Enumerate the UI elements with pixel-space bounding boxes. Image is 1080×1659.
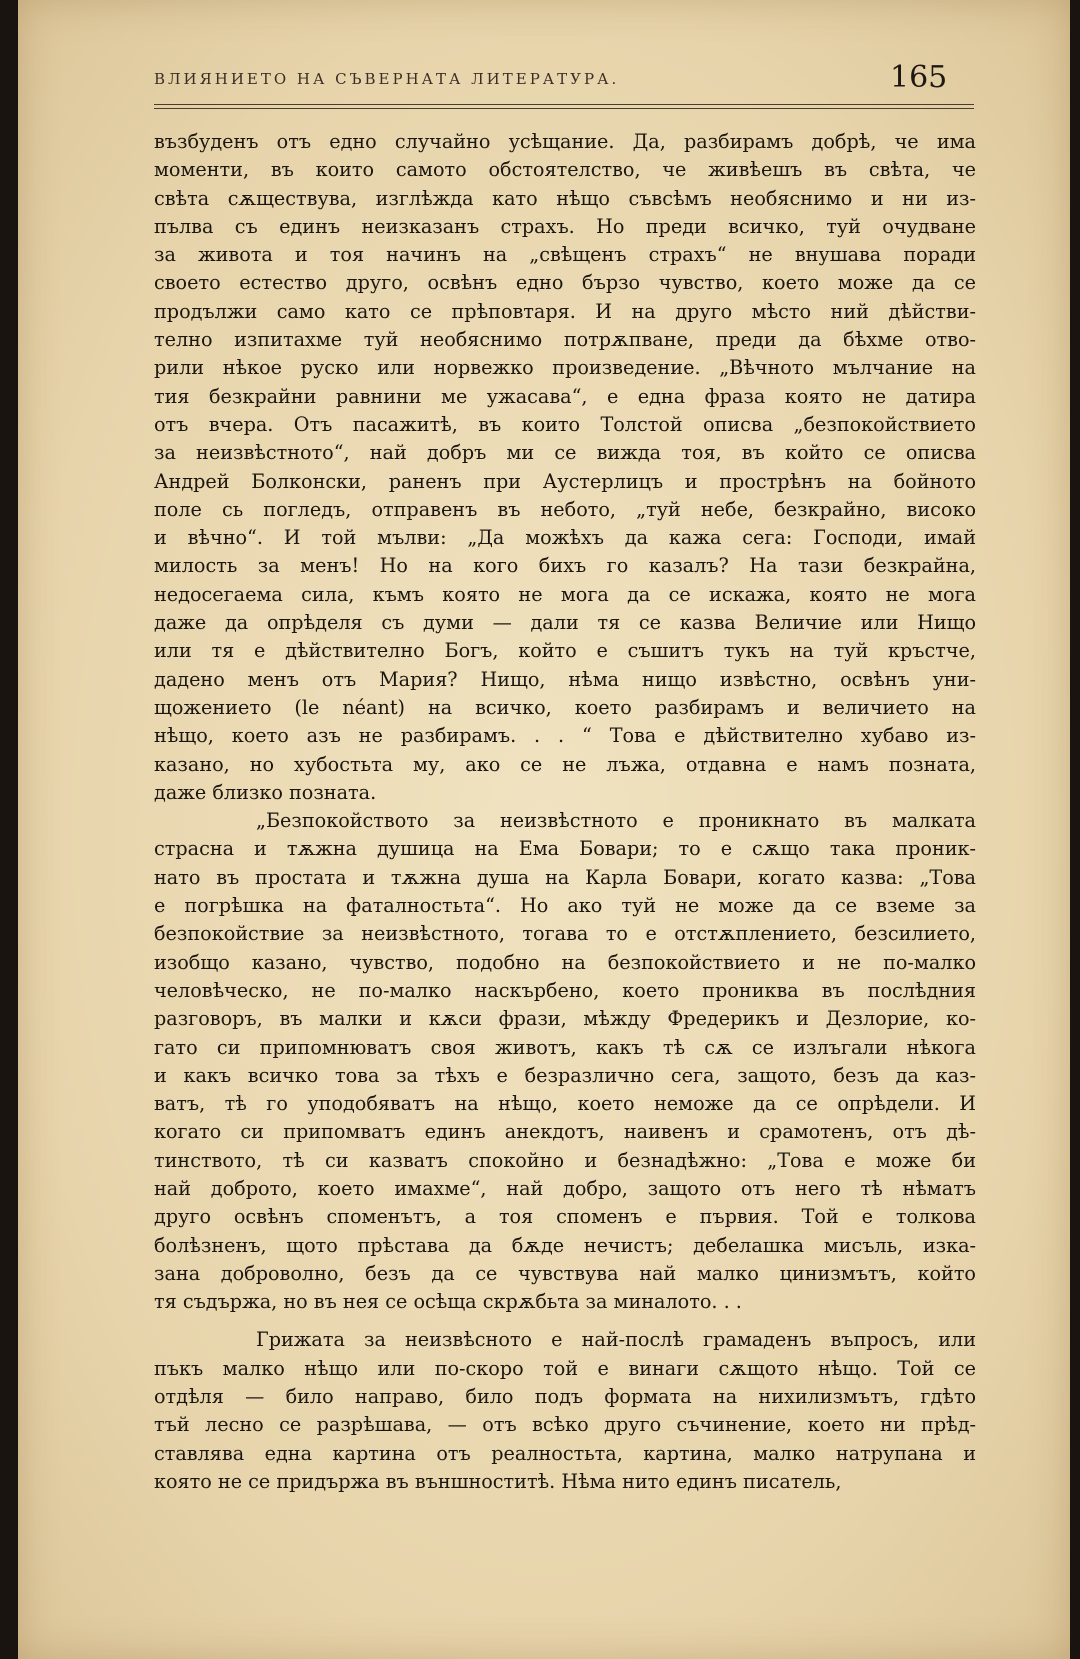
text-line: възбуденъ отъ едно случайно усѣщание. Да, разбирамъ добрѣ, че има xyxy=(154,130,976,153)
text-line: която не се придържа въ външноститѣ. Нѣма нито единъ писатель, xyxy=(154,1469,842,1493)
text-line: моменти, въ които самото обстоятелство, че живѣешъ въ свѣта, че xyxy=(154,158,976,182)
paragraph xyxy=(154,807,976,1316)
text-line: друго освѣнъ споменътъ, а тоя споменъ е първия. Той е толкова xyxy=(154,1205,976,1229)
text-line: когато си припомватъ единъ анекдотъ, наивенъ и срамотенъ, отъ дѣ- xyxy=(154,1120,976,1144)
text-line: рили нѣкое руско или норвежко произведение. „Вѣчното мълчание на xyxy=(154,356,976,380)
header-rule xyxy=(154,104,974,109)
text-line: свѣта сѫществува, изглѣжда като нѣщо съвсѣмъ необяснимо и ни из- xyxy=(154,186,976,210)
text-line: и вѣчно“. И той мълви: „Да можѣхъ да кажа сега: Господи, имай xyxy=(154,526,976,550)
text-line: безпокойствие за неизвѣстното, тогава то е отстѫплението, безсилието, xyxy=(154,922,976,946)
book-page xyxy=(18,0,1070,1659)
text-line: най доброто, което имахме“, най добро, защото отъ него тѣ нѣматъ xyxy=(154,1176,976,1200)
text-line: тия безкрайни равнини ме ужасава“, е една фраза която не датира xyxy=(154,384,976,408)
text-line: поле сь погледъ, отправенъ въ небото, „туй небе, безкрайно, високо xyxy=(154,497,976,521)
text-line: казано, но хубостьта му, ако се не лъжа, отдавна е намъ позната, xyxy=(154,752,976,776)
text-line: страсна и тѫжна душица на Ема Бовари; то е сѫщо така проник- xyxy=(154,837,976,861)
text-line: даже близко позната. xyxy=(154,780,377,804)
running-head: ВЛИЯНИЕТО НА СЪВЕРНАТА ЛИТЕРАТУРА. xyxy=(154,70,620,88)
text-line: щожението (le néant) на всичко, което разбирамъ и величието на xyxy=(154,695,976,719)
text-line: разговоръ, въ малки и кѫси фрази, мѣжду Фредерикъ и Дезлорие, ко- xyxy=(154,1007,976,1031)
text-line: тя съдържа, но въ нея се осѣща скрѫбьта за миналото. . . xyxy=(154,1290,742,1314)
text-line: дадено менъ отъ Мария? Нищо, нѣма нищо извѣстно, освѣнъ уни- xyxy=(154,667,976,691)
text-line: за неизвѣстното“, най добръ ми се вижда тоя, въ който се описва xyxy=(154,441,976,465)
text-line: е погрѣшка на фаталностьта“. Но ако туй не може да се вземе за xyxy=(154,894,976,918)
text-line: болѣзненъ, щото прѣстава да бѫде нечистъ; дебелашка мисъль, изка- xyxy=(154,1233,976,1257)
text-line: тинството, тѣ си казватъ спокойно и безнадѣжно: „Това е може би xyxy=(154,1148,976,1172)
text-line: телно изпитахме туй необяснимо потрѫпване, преди да бѣхме отво- xyxy=(154,328,976,352)
text-line: Андрей Болконски, раненъ при Аустерлицъ и прострѣнъ на бойното xyxy=(154,469,976,493)
text-line: Грижата за неизвѣсното е най-послѣ грамаденъ въпросъ, или xyxy=(256,1328,976,1352)
text-line: пълва съ единъ неизказанъ страхъ. Но преди всичко, туй очудване xyxy=(154,214,976,238)
text-line: ватъ, тѣ го уподобяватъ на нѣщо, което неможе да се опрѣдели. И xyxy=(154,1092,976,1116)
text-line: даже да опрѣделя съ думи — дали тя се казва Величие или Нищо xyxy=(154,611,976,635)
text-line: гато си припомнюватъ своя животъ, какъ тѣ сѫ се излъгали нѣкога xyxy=(154,1035,976,1059)
text-line: недосегаема сила, къмъ която не мога да се искажа, която не мога xyxy=(154,582,976,606)
paragraph xyxy=(154,128,976,807)
text-line: или тя е дѣйствително Богъ, който е съшитъ тукъ на туй кръстче, xyxy=(154,639,976,663)
body-text xyxy=(154,128,976,1496)
text-line: и какъ всичко това за тѣхъ е безразлично сега, защото, безъ да каз- xyxy=(154,1063,976,1087)
text-line: ставлява една картина отъ реалностьта, картина, малко натрупана и xyxy=(154,1441,976,1465)
text-line: отдѣля — било направо, било подъ формата на нихилизмътъ, гдѣто xyxy=(154,1385,976,1409)
text-line: своето естество друго, освѣнъ едно бързо чувство, което може да се xyxy=(154,271,976,295)
text-line: пъкъ малко нѣщо или по-скоро той е винаги сѫщото нѣщо. Той се xyxy=(154,1356,976,1380)
text-line: милость за менъ! Но на кого бихъ го казалъ? На тази безкрайна, xyxy=(154,554,976,578)
page-number: 165 xyxy=(890,60,948,95)
text-line: продължи само като се прѣповтаря. И на друго мѣсто ний дѣйстви- xyxy=(154,299,976,323)
text-line: нато въ простата и тѫжна душа на Карла Бовари, когато казва: „Това xyxy=(154,865,976,889)
text-line: „Безпокойството за неизвѣстното е проникнато въ малката xyxy=(256,809,976,833)
text-line: зана доброволно, безъ да се чувствува най малко цинизмътъ, който xyxy=(154,1261,976,1285)
text-line: за живота и тоя начинъ на „свѣщенъ страхъ“ не внушава поради xyxy=(154,243,976,267)
paragraph xyxy=(154,1326,976,1496)
text-line: тъй лесно се разрѣшава, — отъ всѣко друго съчинение, което ни прѣд- xyxy=(154,1413,976,1437)
text-line: изобщо казано, чувство, подобно на безпокойствието и не по-малко xyxy=(154,950,976,974)
text-line: отъ вчера. Отъ пасажитѣ, въ които Толстой описва „безпокойствието xyxy=(154,412,976,436)
paragraph-gap xyxy=(154,1316,976,1326)
text-line: человѣческо, не по-малко наскърбено, което прониква въ послѣдния xyxy=(154,978,976,1002)
text-line: нѣщо, което азъ не разбирамъ. . . “ Това е дѣйствително хубаво из- xyxy=(154,724,976,748)
